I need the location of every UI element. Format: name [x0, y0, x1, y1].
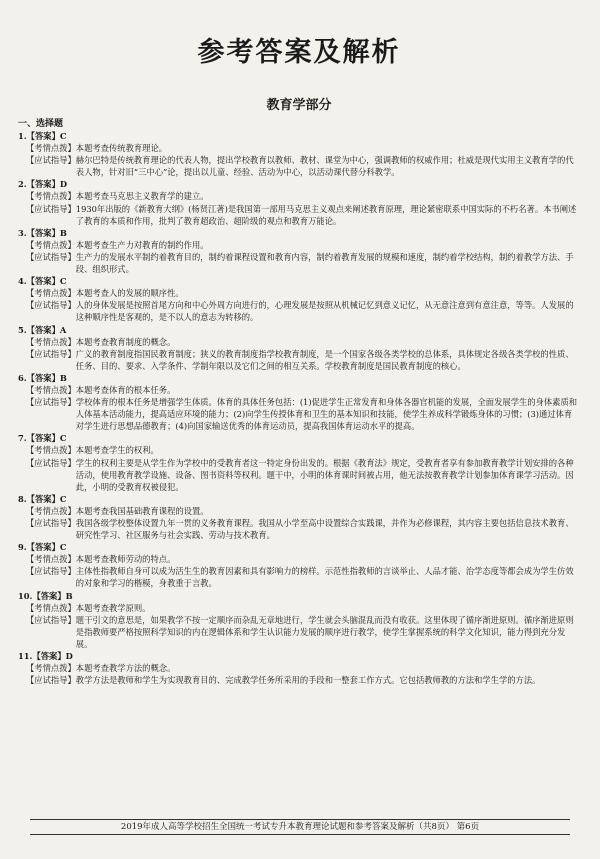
answer-text: 【答案】C	[26, 542, 67, 553]
guide-text: 题干引文的意思是，如果教学不按一定顺序而杂乱无章地进行，学生就会头脑混乱而没有收获。这里体现了循序渐进原则。循序渐进原则是指教师要严格按照科学知识的内在逻辑体系和学生认识能力发展的顺序进行教学，使学生掌握系统的科学文化知识，能力得到充分发展。	[75, 614, 574, 649]
answer-text: 【答案】A	[26, 324, 67, 335]
question-number: 7.	[18, 433, 27, 444]
question-number: 1.	[18, 131, 27, 141]
guide-row	[18, 154, 580, 178]
point-text: 本题考查学生的权利。	[75, 445, 159, 456]
answer-text: 【答案】C	[26, 493, 67, 504]
question-number: 8.	[18, 493, 27, 504]
guide-label: 【应试指导】	[26, 251, 76, 262]
guide-label: 【应试指导】	[26, 614, 76, 625]
point-row	[18, 384, 580, 396]
guide-label: 【应试指导】	[26, 300, 76, 311]
guide-row	[18, 203, 580, 227]
point-row	[18, 553, 580, 565]
question-item	[18, 432, 580, 492]
point-text: 本题考查教育制度的概念。	[75, 336, 176, 347]
answer-line	[18, 590, 580, 602]
point-label: 【考情点拨】	[26, 505, 76, 516]
answer-line	[18, 650, 580, 662]
point-label: 【考情点拨】	[26, 445, 76, 456]
point-label: 【考情点拨】	[26, 191, 76, 202]
question-number: 3.	[18, 227, 27, 238]
answer-text: 【答案】C	[26, 131, 67, 141]
guide-text: 我国各级学校整体设置九年一贯的义务教育课程。我国从小学至高中设置综合实践课，并作为必修课程，其内容主要包括信息技术教育、研究性学习、社区服务与社会实践、劳动与技术教育。	[75, 518, 574, 541]
point-label: 【考情点拨】	[26, 239, 76, 250]
question-item	[18, 590, 580, 650]
question-number: 10.	[18, 590, 33, 601]
question-number: 9.	[18, 542, 27, 553]
point-label: 【考情点拨】	[26, 384, 76, 395]
question-number: 11.	[18, 651, 33, 662]
guide-row	[18, 348, 580, 372]
answer-text: 【答案】B	[26, 372, 67, 383]
question-item	[18, 275, 580, 323]
point-row	[18, 662, 580, 674]
question-number: 4.	[18, 276, 27, 287]
point-text: 本题考查生产力对教育的制约作用。	[75, 239, 209, 250]
question-item	[18, 227, 580, 275]
guide-text: 学校体育的根本任务是增强学生体质。体育的具体任务包括：(1)促进学生正常发育和身体各器官机能的发展，全面发展学生的身体素质和人体基本活动能力，提高适应环境的能力；(2)向学生传授体育和卫生的基本知识和技能，使学生养成科学锻炼身体的习惯；(3)通过体育对学生进行思想品德教育；(4)向国家输送优秀的体育运动员，提高我国体育运动水平的提高。	[75, 397, 578, 432]
guide-text: 生产力的发展水平制约着教育目的，制约着课程设置和教育内容，制约着教育发展的规模和速度，制约着学校结构，制约着教学方法、手段、组织形式。	[75, 251, 574, 275]
point-row	[18, 142, 580, 154]
point-text: 本题考查教师劳动的特点。	[75, 554, 176, 565]
guide-row	[18, 251, 580, 275]
answer-line	[18, 372, 580, 384]
guide-label: 【应试指导】	[26, 457, 76, 468]
answer-text: 【答案】D	[32, 651, 73, 662]
question-item	[18, 493, 580, 541]
answer-line	[18, 227, 580, 239]
answer-text: 【答案】C	[26, 433, 67, 444]
question-number: 5.	[18, 324, 27, 335]
guide-text: 赫尔巴特是传统教育理论的代表人物，提出学校教育以教师、教材、课堂为中心，强调教师的权威作用；杜威是现代实用主义教育学的代表人物，针对旧“三中心”论，提出以儿童、经验、活动为中心，以活动课代替分科教学。	[75, 155, 574, 178]
guide-text: 教学方法是教师和学生为实现教育目的、完成教学任务所采用的手段和一整套工作方式。它包括教师教的方法和学生学的方法。	[75, 675, 541, 686]
point-row	[18, 444, 580, 456]
page-title: 参考答案及解析	[197, 37, 401, 68]
point-text: 本题考查体育的根本任务。	[75, 384, 176, 395]
guide-text: 学生的权利主要是从学生作为学校中的受教育者这一特定身份出发的。根据《教育法》规定，受教育者享有参加教育教学计划安排的各种活动，使用教育教学设施、设备、图书资料等权利。题干中，小明的体育课时间被占用，他无法按教育教学计划参加体育课学习活动。因此，小明的受教育权被侵犯。	[75, 457, 574, 492]
point-text: 本题考查教学方法的概念。	[75, 663, 176, 674]
answer-text: 【答案】C	[26, 276, 67, 287]
guide-text: 主体性指教师自身可以成为活生生的教育因素和具有影响力的榜样。示范性指教师的言谈举止、人品才能、治学态度等都会成为学生仿效的对象和学习的楷模，身教重于言教。	[75, 566, 574, 589]
question-item	[18, 650, 580, 686]
question-item	[18, 130, 580, 178]
answer-list	[18, 130, 580, 686]
answer-line	[18, 178, 580, 190]
guide-label: 【应试指导】	[26, 348, 76, 359]
page-footer: 2019年成人高等学校招生全国统一考试专升本教育理论试题和参考答案及解析（共8页） 第6页	[30, 819, 570, 835]
guide-label: 【应试指导】	[26, 566, 76, 577]
point-label: 【考情点拨】	[26, 336, 76, 347]
guide-row	[18, 565, 580, 589]
point-row	[18, 336, 580, 348]
guide-row	[18, 457, 580, 493]
answer-line	[18, 493, 580, 505]
point-label: 【考情点拨】	[26, 554, 76, 565]
guide-row	[18, 614, 580, 650]
guide-label: 【应试指导】	[26, 397, 76, 408]
guide-text: 人的身体发展是按照首尾方向和中心外周方向进行的，心理发展是按照从机械记忆到意义记忆，从无意注意到有意注意，等等。人发展的这种顺序性是客观的，是不以人的意志为转移的。	[75, 300, 574, 323]
guide-label: 【应试指导】	[26, 518, 76, 528]
point-text: 本题考查人的发展的顺序性。	[75, 288, 184, 299]
point-row	[18, 287, 580, 299]
point-row	[18, 505, 580, 517]
guide-row	[18, 396, 580, 432]
point-row	[18, 602, 580, 614]
question-item	[18, 372, 580, 432]
question-item	[18, 541, 580, 589]
answer-line	[18, 275, 580, 287]
answer-line	[18, 130, 580, 142]
point-text: 本题考查马克思主义教育学的建立。	[75, 191, 209, 202]
point-label: 【考情点拨】	[26, 602, 76, 613]
answer-text: 【答案】D	[26, 179, 68, 190]
point-text: 本题考查我国基础教育课程的设置。	[75, 505, 209, 516]
point-row	[18, 190, 580, 202]
answer-line	[18, 432, 580, 444]
answer-text: 【答案】B	[32, 590, 73, 601]
answer-line	[18, 324, 580, 336]
guide-text: 1930年出版的《新教育大纲》(杨贤江著)是我国第一部用马克思主义观点来阐述教育原理，理论紧密联系中国实际的不朽名著。本书阐述了教育的本质和作用，批判了教育超政治、超阶级的观点和教育万能论。	[75, 203, 577, 226]
guide-label: 【应试指导】	[26, 675, 76, 686]
guide-label: 【应试指导】	[26, 155, 76, 166]
point-row	[18, 239, 580, 251]
point-label: 【考情点拨】	[26, 663, 76, 674]
guide-row	[18, 299, 580, 323]
point-label: 【考情点拨】	[26, 143, 76, 154]
section-title: 教育学部分	[266, 98, 332, 113]
guide-row	[18, 517, 580, 541]
question-item	[18, 324, 580, 372]
guide-label: 【应试指导】	[26, 203, 76, 214]
guide-row	[18, 674, 580, 686]
point-text: 本题考查传统教育理论。	[75, 143, 168, 154]
point-text: 本题考查教学原则。	[75, 602, 151, 613]
question-number: 2.	[18, 179, 27, 190]
answer-line	[18, 541, 580, 553]
answer-text: 【答案】B	[26, 227, 67, 238]
guide-text: 广义的教育制度指国民教育制度；狭义的教育制度指学校教育制度，是一个国家各级各类学校的总体系，具体规定各级各类学校的性质、任务、目的、要求、入学条件、学制年限以及它们之间的相互关系。学校教育制度是国民教育制度的核心。	[75, 348, 574, 371]
question-item	[18, 178, 580, 226]
point-label: 【考情点拨】	[26, 288, 76, 299]
part-heading: 一、选择题	[18, 119, 64, 129]
question-number: 6.	[18, 372, 27, 383]
